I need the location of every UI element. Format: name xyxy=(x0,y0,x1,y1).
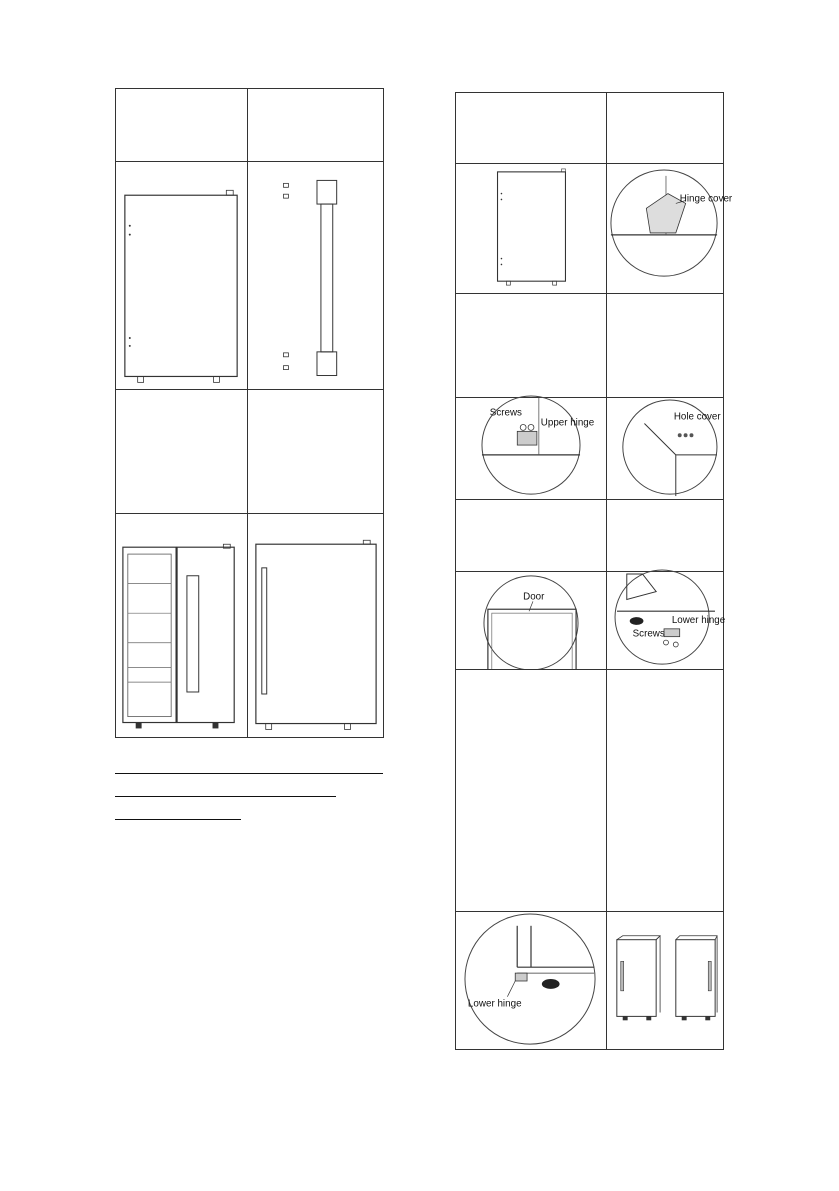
lower-hinge-figure xyxy=(606,571,724,670)
upper-hinge-label: Upper hinge xyxy=(540,417,595,429)
hinge-cover-drawing xyxy=(607,164,733,293)
right-text-cell-3 xyxy=(455,293,607,398)
door-label: Door xyxy=(523,591,545,603)
right-text-cell-8 xyxy=(606,669,724,912)
fridge-closed-figure xyxy=(247,513,384,738)
right-text-cell-1 xyxy=(455,92,607,164)
hole-cover-drawing xyxy=(607,398,723,499)
lower-hinge-drawing xyxy=(607,572,726,669)
right-text-cell-5 xyxy=(455,499,607,572)
lower-hinge-closeup-figure xyxy=(455,911,607,1050)
hinge-cover-label: Hinge cover xyxy=(679,193,733,205)
hinge-cover-figure xyxy=(606,163,733,294)
lower-hinge-closeup-drawing xyxy=(456,912,606,1049)
fridge-open-figure xyxy=(115,513,248,738)
footnote-line-2 xyxy=(115,796,336,797)
hole-cover-figure xyxy=(606,397,724,500)
right-fridge-figure xyxy=(455,163,607,294)
footnote-line-3 xyxy=(115,819,241,820)
fridge-open-drawing xyxy=(116,514,247,737)
upper-hinge-figure xyxy=(455,397,607,500)
two-fridges-figure xyxy=(606,911,724,1050)
fridge-closed-drawing xyxy=(248,514,383,737)
right-text-cell-6 xyxy=(606,499,724,572)
door-handle-figure xyxy=(247,161,384,390)
fridge-front-figure xyxy=(115,161,248,390)
footnote-line-1 xyxy=(115,773,383,774)
fridge-front-drawing xyxy=(116,162,247,389)
right-text-cell-2 xyxy=(606,92,724,164)
door-handle-drawing xyxy=(248,162,383,389)
two-fridges-drawing xyxy=(607,912,723,1049)
upper-hinge-drawing xyxy=(456,398,606,499)
right-fridge-drawing xyxy=(456,164,606,293)
left-text-cell-4 xyxy=(247,389,384,514)
left-text-cell-2 xyxy=(247,88,384,162)
right-text-cell-7 xyxy=(455,669,607,912)
left-text-cell-1 xyxy=(115,88,248,162)
door-figure xyxy=(455,571,607,670)
lower-hinge-label-a: Lower hinge xyxy=(671,614,726,626)
hole-cover-label: Hole cover xyxy=(673,411,721,423)
screws-lower-label: Screws xyxy=(632,628,665,640)
right-text-cell-4 xyxy=(606,293,724,398)
screws-upper-label: Screws xyxy=(489,407,522,419)
lower-hinge-label-b: Lower hinge xyxy=(467,998,522,1010)
door-drawing xyxy=(456,572,606,669)
left-text-cell-3 xyxy=(115,389,248,514)
